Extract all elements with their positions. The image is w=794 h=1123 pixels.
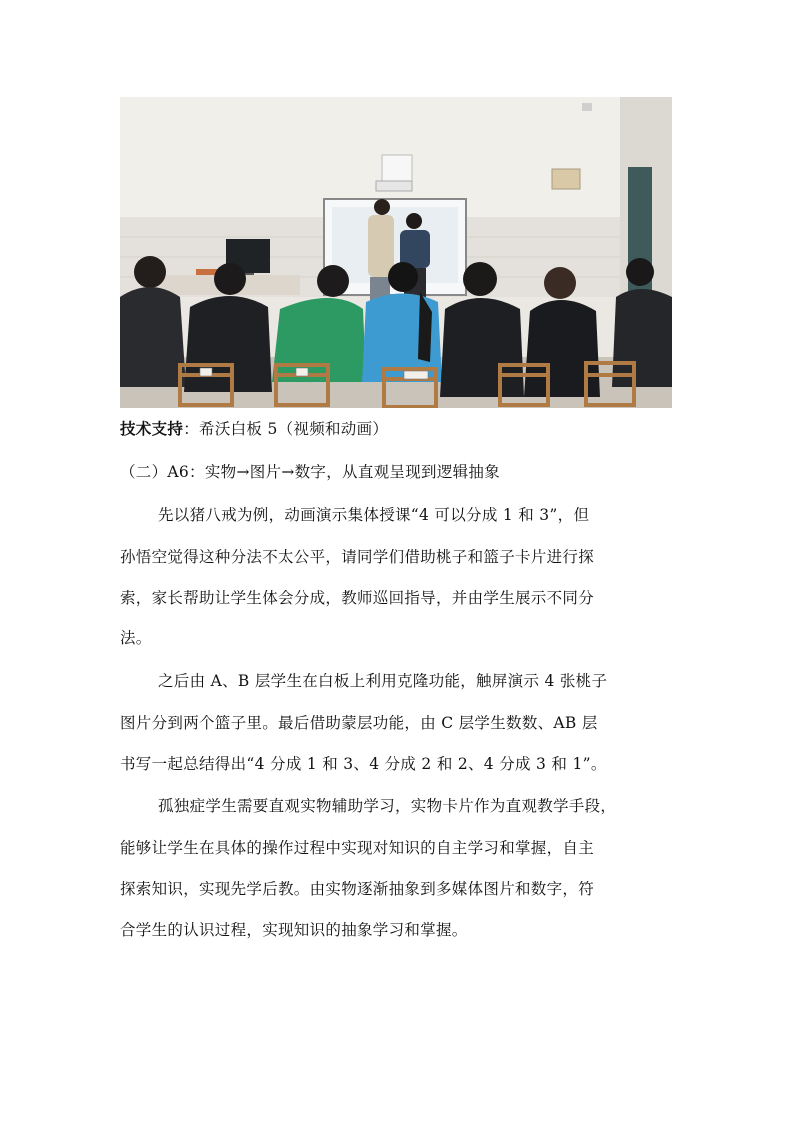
paragraph-line: 能够让学生在具体的操作过程中实现对知识的自主学习和掌握，自主 [120, 839, 595, 857]
paragraph-line: 合学生的认识过程，实现知识的抽象学习和掌握。 [120, 921, 468, 939]
paragraph-line: 书写一起总结得出“4 分成 1 和 3、4 分成 2 和 2、4 分成 3 和 1”。 [120, 755, 607, 773]
caption-text: 希沃白板 5（视频和动画） [199, 420, 389, 438]
classroom-photo [120, 97, 672, 408]
section-heading: （二）A6：实物→图片→数字，从直观呈现到逻辑抽象 [120, 463, 501, 481]
paragraph-line: 先以猪八戒为例，动画演示集体授课“4 可以分成 1 和 3”，但 [158, 506, 590, 524]
paragraph-line: 图片分到两个篮子里。最后借助蒙层功能，由 C 层学生数数、AB 层 [120, 714, 598, 732]
paragraph-line: 探索知识，实现先学后教。由实物逐渐抽象到多媒体图片和数字，符 [120, 880, 595, 898]
caption-separator: ： [183, 420, 200, 438]
paragraph-line: 索，家长帮助让学生体会分成，教师巡回指导，并由学生展示不同分 [120, 589, 595, 607]
paragraph-line: 法。 [120, 629, 152, 647]
paragraph-line: 之后由 A、B 层学生在白板上利用克隆功能，触屏演示 4 张桃子 [158, 672, 608, 690]
paragraph-line: 孙悟空觉得这种分法不太公平，请同学们借助桃子和篮子卡片进行探 [120, 548, 595, 566]
paragraph-line: 孤独症学生需要直观实物辅助学习，实物卡片作为直观教学手段， [158, 797, 617, 815]
image-caption [120, 419, 388, 439]
caption-label: 技术支持 [120, 419, 184, 438]
